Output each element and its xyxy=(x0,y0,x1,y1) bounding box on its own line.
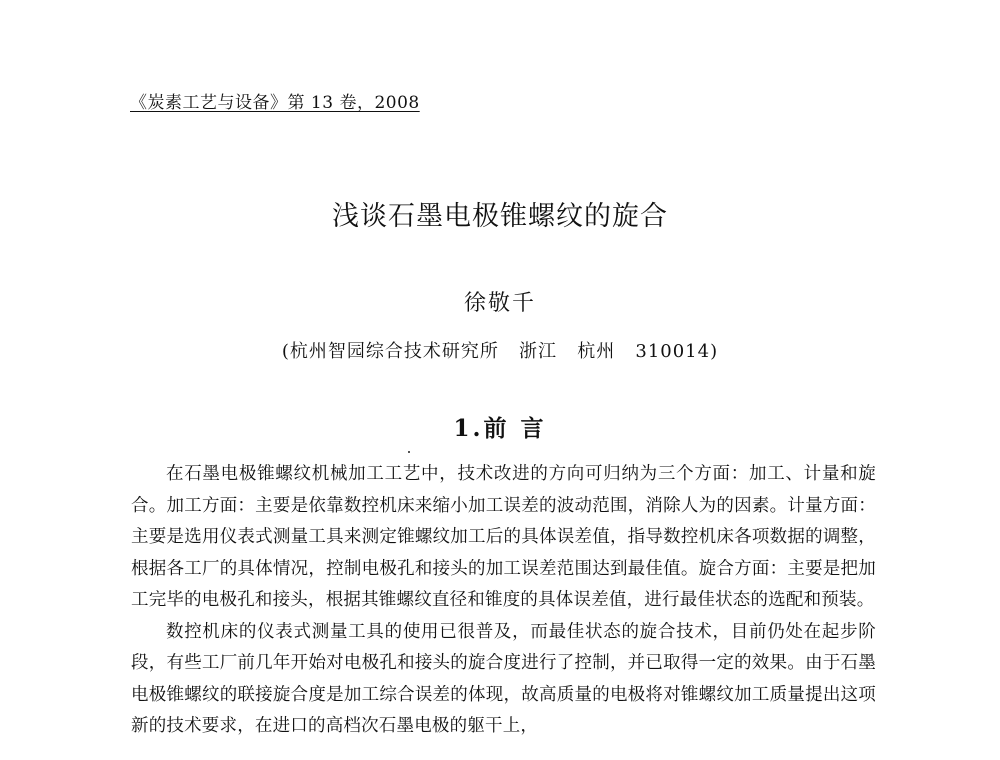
journal-citation: 《炭素工艺与设备》第 13 卷，2008 xyxy=(130,93,420,113)
article-title: 浅谈石墨电极锥螺纹的旋合 xyxy=(332,201,668,232)
paragraph: 数控机床的仪表式测量工具的使用已很普及，而最佳状态的旋合技术，目前仍处在起步阶段，有些工厂前几年开始对电极孔和接头的旋合度进行了控制，并已取得一定的效果。由于石墨电极锥螺纹的联接旋合度是加工综合误差的体现，故高质量的电极将对锥螺纹加工质量提出这项新的技术要求，在进口的高档次石墨电极的躯干上， xyxy=(131,621,876,736)
paragraph: 在石墨电极锥螺纹机械加工工艺中，技术改进的方向可归纳为三个方面：加工、计量和旋合。加工方面：主要是依靠数控机床来缩小加工误差的波动范围，消除人为的因素。计量方面：主要是选用仪表式测量工具来测定锥螺纹加工后的具体误差值，指导数控机床各项数据的调整，根据各工厂的具体情况，控制电极孔和接头的加工误差范围达到最佳值。旋合方面：主要是把加工完毕的电极孔和接头，根据其锥螺纹直径和锥度的具体误差值，进行最佳状态的选配和预装。 xyxy=(131,464,876,610)
body-text xyxy=(131,459,876,743)
author-affiliation: (杭州智园综合技术研究所 浙江 杭州 310014) xyxy=(281,341,719,362)
section-heading: 1.前 言 xyxy=(453,415,547,442)
author-name: 徐敬千 xyxy=(463,291,536,316)
scan-speck xyxy=(408,451,410,453)
